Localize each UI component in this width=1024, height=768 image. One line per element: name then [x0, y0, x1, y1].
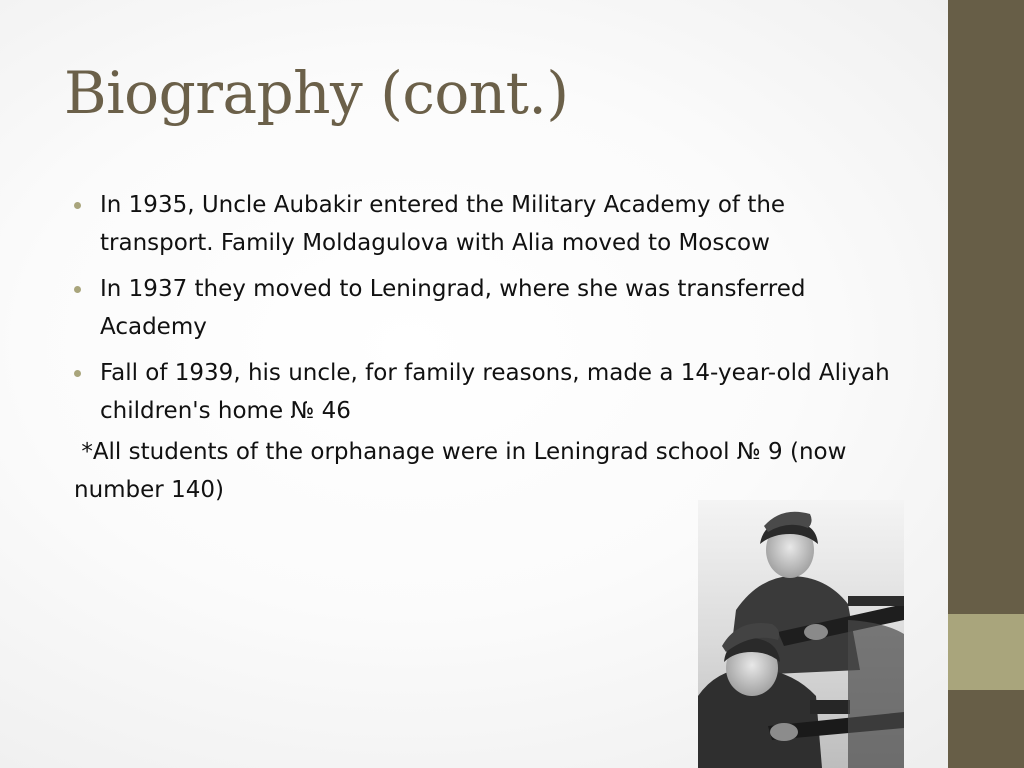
- bullet-item: [74, 270, 894, 346]
- bullet-text: Fall of 1939, his uncle, for family reasons, made a 14-year-old Aliyah children's home № 46: [100, 360, 890, 424]
- footnote: *All students of the orphanage were in Leningrad school № 9 (now number 140): [74, 439, 854, 503]
- bullet-dot-icon: [74, 202, 81, 209]
- bullet-item: [74, 354, 894, 430]
- soldiers-photo: [698, 500, 904, 768]
- sidebar-accent-block: [948, 614, 1024, 690]
- bullet-text: In 1935, Uncle Aubakir entered the Military Academy of the transport. Family Moldagulova with Alia moved to Moscow: [100, 192, 786, 256]
- bullet-item: [74, 186, 894, 262]
- bullet-dot-icon: [74, 286, 81, 293]
- bullet-dot-icon: [74, 370, 81, 377]
- bullet-text: In 1937 they moved to Leningrad, where she was transferred Academy: [100, 276, 806, 340]
- bullet-list: [74, 186, 894, 438]
- slide-title: Biography (cont.): [64, 59, 569, 127]
